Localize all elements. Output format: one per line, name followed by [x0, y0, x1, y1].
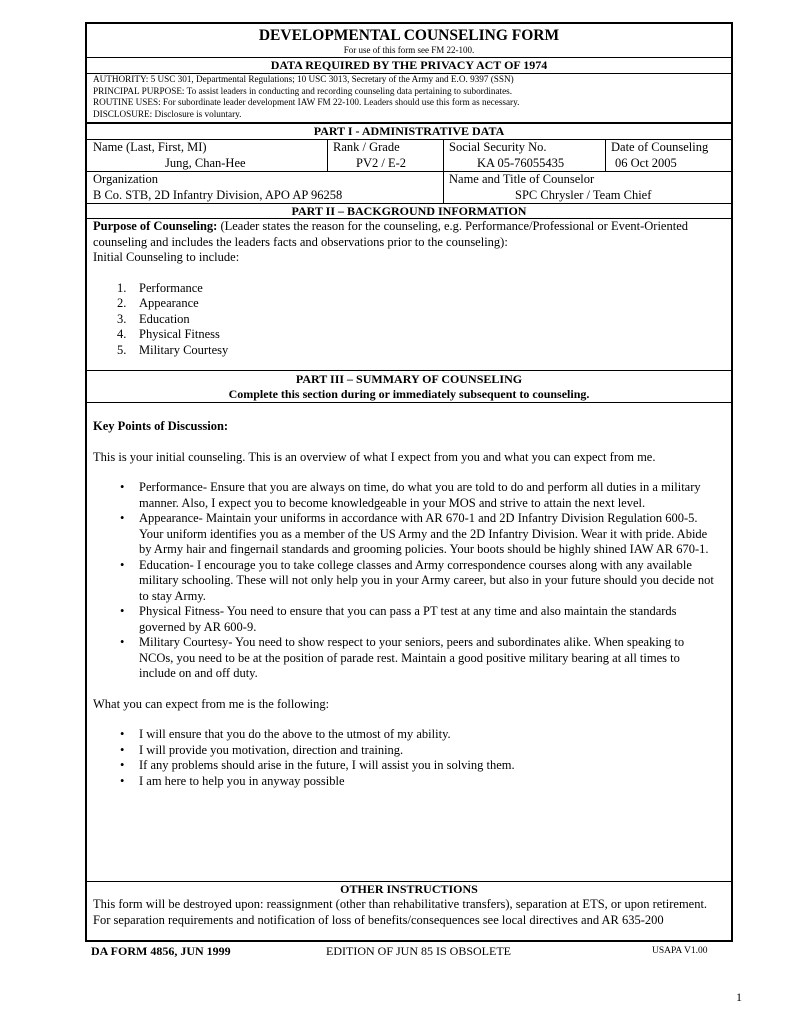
list-item: 5. Military Courtesy	[117, 342, 229, 357]
list-item: • Performance- Ensure that you are always on time, do what you are told to do and perform all duties in a military manner. Also, I expect you to become knowledgeable in your MOS and strive to attain the next level.	[93, 480, 715, 511]
list-item: • I am here to help you in anyway possible	[93, 774, 725, 790]
other-instructions-title: OTHER INSTRUCTIONS	[340, 882, 478, 896]
date-value[interactable]: 06 Oct 2005	[615, 155, 677, 170]
part3-title: PART III – SUMMARY OF COUNSELING	[295, 372, 523, 386]
form-title: DEVELOPMENTAL COUNSELING FORM	[258, 27, 560, 44]
edition-note: EDITION OF JUN 85 IS OBSOLETE	[326, 944, 511, 958]
key-points-list	[93, 480, 725, 682]
counselor-field	[449, 172, 731, 203]
rank-value[interactable]: PV2 / E-2	[356, 155, 406, 170]
key-points-label: Key Points of Discussion:	[93, 419, 229, 433]
ssn-label: Social Security No.	[449, 140, 547, 154]
part1-title: PART I - ADMINISTRATIVE DATA	[313, 124, 505, 138]
purpose-paragraph	[93, 219, 725, 250]
part3-body	[87, 419, 731, 789]
form-id: DA FORM 4856, JUN 1999	[91, 944, 231, 958]
rank-field	[333, 140, 441, 171]
overview-text: This is your initial counseling. This is an overview of what I expect from you and what you can expect from me.	[93, 449, 656, 464]
expect-list	[93, 727, 725, 789]
counselor-label: Name and Title of Counselor	[449, 172, 595, 186]
counseling-form	[85, 22, 733, 942]
date-label: Date of Counseling	[611, 140, 709, 154]
list-item: 4. Physical Fitness	[117, 327, 220, 341]
list-item: 1. Performance	[117, 280, 203, 295]
list-item: • Physical Fitness- You need to ensure that you can pass a PT test at any time and also maintain the standards governed by AR 600-9.	[93, 604, 715, 635]
part2-body	[87, 219, 731, 358]
organization-field	[93, 172, 441, 203]
list-item: • If any problems should arise in the future, I will assist you in solving them.	[93, 758, 725, 774]
privacy-act-title: DATA REQUIRED BY THE PRIVACY ACT OF 1974	[270, 58, 548, 72]
privacy-purpose: PRINCIPAL PURPOSE: To assist leaders in conducting and recording counseling data pertaining to subordinates.	[93, 85, 513, 96]
privacy-disclosure: DISCLOSURE: Disclosure is voluntary.	[93, 108, 242, 119]
form-header	[87, 27, 731, 56]
date-field	[611, 140, 731, 171]
form-subtitle: For use of this form see FM 22-100.	[343, 45, 475, 55]
privacy-authority: AUTHORITY: 5 USC 301, Departmental Regulations; 10 USC 3013, Secretary of the Army and E.O. 9397 (SSN)	[93, 74, 514, 84]
part2-title: PART II – BACKGROUND INFORMATION	[291, 204, 527, 218]
name-field	[93, 140, 325, 171]
organization-label: Organization	[93, 172, 159, 186]
page-number: 1	[736, 990, 742, 1004]
part3-subtitle: Complete this section during or immediately subsequent to counseling.	[228, 386, 590, 401]
ssn-value[interactable]: KA 05-76055435	[477, 155, 565, 170]
list-item: • Education- I encourage you to take college classes and Army correspondence courses along with any available military schooling. These will not only help you in your Army career, but also in your future should you decide not to stay Army.	[93, 558, 715, 605]
list-item: 2. Appearance	[117, 296, 199, 310]
list-item: • I will ensure that you do the above to the utmost of my ability.	[93, 727, 725, 743]
purpose-intro: Initial Counseling to include:	[93, 250, 240, 264]
version-label: USAPA V1.00	[652, 946, 708, 956]
name-label: Name (Last, First, MI)	[93, 140, 207, 154]
purpose-text: (Leader states the reason for the counseling, e.g. Performance/Professional or Event-Oriented counseling and includes the leaders facts and observations prior to the counseling):	[93, 219, 688, 249]
purpose-list	[93, 281, 725, 359]
rank-label: Rank / Grade	[333, 140, 400, 154]
privacy-act-block	[87, 74, 731, 120]
expect-intro: What you can expect from me is the following:	[93, 696, 330, 711]
list-item: • Military Courtesy- You need to show respect to your seniors, peers and subordinates alike. When speaking to NCOs, you need to be at the position of parade rest. Maintain a good positive military bearing at all times to include on and off duty.	[93, 635, 715, 682]
organization-value[interactable]: B Co. STB, 2D Infantry Division, APO AP 96258	[93, 187, 343, 202]
list-item: • Appearance- Maintain your uniforms in accordance with AR 670-1 and 2D Infantry Division Regulation 600-5. Your uniform identifies you as a member of the US Army and the 2D Infantry Division. Wear it with pride. Abide by Army hair and fingernail standards and grooming policies. Your boots should be highly shined IAW AR 670-1.	[93, 511, 715, 558]
ssn-field	[449, 140, 603, 171]
purpose-label: Purpose of Counseling:	[93, 219, 218, 233]
other-instructions-text: This form will be destroyed upon: reassignment (other than rehabilitative transfers), separation at ETS, or upon retirement. For separation requirements and notification of loss of benefits/consequences see local directives and AR 635-200	[93, 897, 708, 927]
name-value[interactable]: Jung, Chan-Hee	[165, 155, 246, 170]
privacy-routine-uses: ROUTINE USES: For subordinate leader development IAW FM 22-100. Leaders should use this form as necessary.	[93, 97, 520, 107]
part3-header	[87, 372, 731, 401]
counselor-value[interactable]: SPC Chrysler / Team Chief	[515, 187, 652, 202]
list-item: 3. Education	[117, 311, 190, 326]
list-item: • I will provide you motivation, direction and training.	[93, 743, 725, 759]
